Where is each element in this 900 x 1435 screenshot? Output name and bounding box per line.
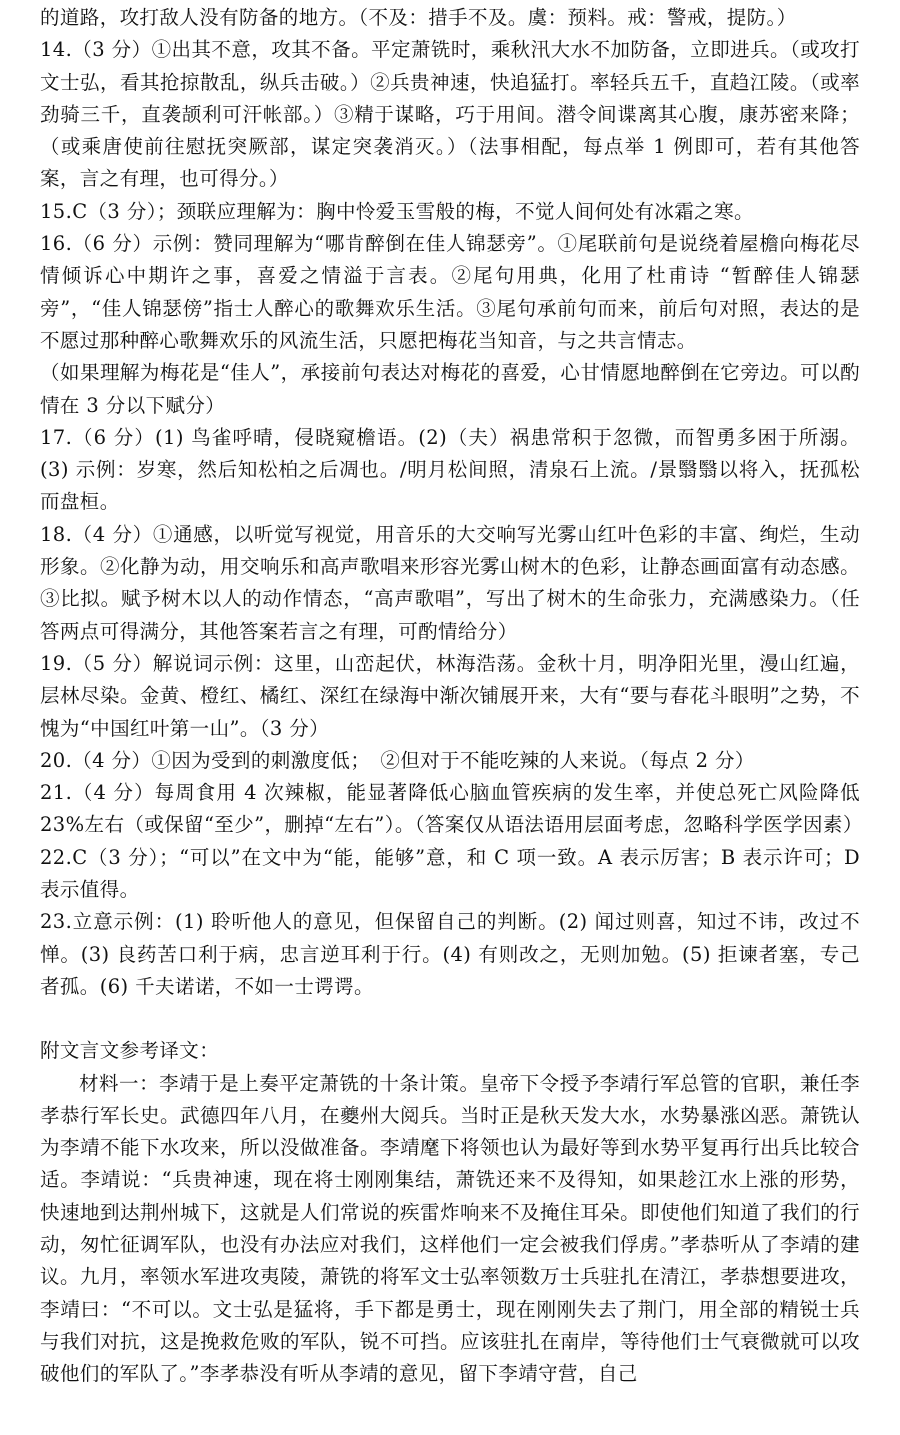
answer-22: 22.C（3 分）；“可以”在文中为“能，能够”意，和 C 项一致。A 表示厉害；B 表示许可；D 表示值得。 bbox=[40, 845, 860, 902]
answer-20: 20.（4 分）①因为受到的刺激度低； ②但对于不能吃辣的人来说。（每点 2 分） bbox=[40, 748, 755, 772]
answer-16-note: （如果理解为梅花是“佳人”，承接前句表达对梅花的喜爱，心甘情愿地醉倒在它旁边。可以酌情在 3 分以下赋分） bbox=[40, 361, 860, 417]
answer-18: 18.（4 分）①通感，以听觉写视觉，用音乐的大交响写光雾山红叶色彩的丰富、绚烂，生动形象。②化静为动，用交响乐和高声歌唱来形容光雾山树木的色彩，让静态画面富有动态感。③比拟。赋予树木以人的动作情态，“高声歌唱”，写出了树木的生命张力，充满感染力。（任答两点可得满分，其他答案若言之有理，可酌情给分） bbox=[40, 522, 860, 643]
answer-21: 21.（4 分）每周食用 4 次辣椒，能显著降低心脑血管疾病的发生率，并使总死亡风险降低 23%左右（或保留“至少”，删掉“左右”）。（答案仅从语法语用层面考虑，忽略科学医学因素） bbox=[40, 781, 863, 837]
appendix-title: 附文言文参考译文： bbox=[40, 1039, 220, 1063]
answer-15: 15.C（3 分）；颈联应理解为：胸中怜爱玉雪般的梅，不觉人间何处有冰霜之寒。 bbox=[40, 199, 754, 223]
appendix-translation: 材料一：李靖于是上奏平定萧铣的十条计策。皇帝下令授予李靖行军总管的官职，兼任李孝恭行军长史。武德四年八月，在夔州大阅兵。当时正是秋天发大水，水势暴涨凶恶。萧铣认为李靖不能下水攻来，所以没做准备。李靖麾下将领也认为最好等到水势平复再行出兵比较合适。李靖说：“兵贵神速，现在将士刚刚集结，萧铣还来不及得知，如果趁江水上涨的形势，快速地到达荆州城下，这就是人们常说的疾雷炸响来不及掩住耳朵。即使他们知道了我们的行动，匆忙征调军队，也没有办法应对我们，这样他们一定会被我们俘虏。”孝恭听从了李靖的建议。九月，率领水军进攻夷陵，萧铣的将军文士弘率领数万士兵驻扎在清江，孝恭想要进攻，李靖曰：“不可以。文士弘是猛将，手下都是勇士，现在刚刚失去了荆门，用全部的精锐士兵与我们对抗，这是挽救危败的军队，锐不可挡。应该驻扎在南岸，等待他们士气衰微就可以攻破他们的军队了。”李孝恭没有听从李靖的意见，留下李靖守营，自己 bbox=[40, 1071, 860, 1386]
answer-14: 14.（3 分）①出其不意，攻其不备。平定萧铣时，乘秋汛大水不加防备，立即进兵。（或攻打文士弘，看其抢掠散乱，纵兵击破。）②兵贵神速，快追猛打。率轻兵五千，直趋江陵。（或率劲骑三千，直袭颉利可汗帐部。）③精于谋略，巧于用间。潜令间谍离其心腹，康苏密来降；（或乘唐使前往慰抚突厥部，谋定突袭消灭。）（法事相配，每点举 1 例即可，若有其他答案，言之有理，也可得分。） bbox=[40, 38, 860, 191]
answer-17: 17.（6 分）(1) 鸟雀呼晴，侵晓窥檐语。(2)（夫）祸患常积于忽微，而智勇多困于所溺。(3) 示例：岁寒，然后知松柏之后凋也。/明月松间照，清泉石上流。/景翳翳以将入，抚孤松而盘桓。 bbox=[40, 425, 860, 514]
answer-16: 16.（6 分）示例：赞同理解为“哪肯醉倒在佳人锦瑟旁”。①尾联前句是说绕着屋檐向梅花尽情倾诉心中期许之事，喜爱之情溢于言表。②尾句用典，化用了杜甫诗 “暂醉佳人锦瑟旁”，“佳人锦瑟傍”指士人醉心的歌舞欢乐生活。③尾句承前句而来，前后句对照，表达的是不愿过那种醉心歌舞欢乐的风流生活，只愿把梅花当知音，与之共言情志。 bbox=[40, 232, 860, 352]
answer-23: 23.立意示例：(1) 聆听他人的意见，但保留自己的判断。(2) 闻过则喜，知过不讳，改过不惮。(3) 良药苦口利于病，忠言逆耳利于行。(4) 有则改之，无则加勉。(5) 拒谏者塞，专己者孤。(6) 千夫诺诺，不如一士谔谔。 bbox=[40, 910, 860, 998]
answer-19: 19.（5 分）解说词示例：这里，山峦起伏，林海浩荡。金秋十月，明净阳光里，漫山红遍，层林尽染。金黄、橙红、橘红、深红在绿海中渐次铺展开来，大有“要与春花斗眼明”之势，不愧为“中国红叶第一山”。（3 分） bbox=[40, 651, 860, 740]
text-paragraph-13-tail: 的道路，攻打敌人没有防备的地方。（不及：措手不及。虞：预料。戒：警戒，提防。） bbox=[40, 6, 797, 29]
section-spacer bbox=[40, 1003, 860, 1035]
